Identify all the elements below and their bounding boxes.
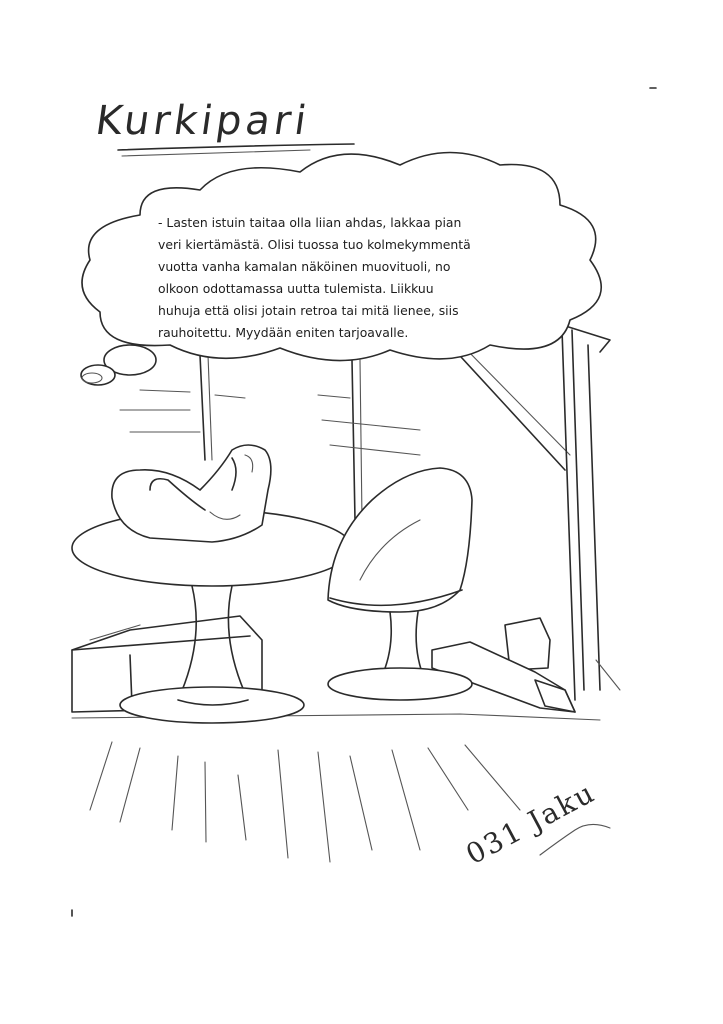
bubble-line: rauhoitettu. Myydään eniten tarjoavalle.: [158, 325, 409, 340]
bubble-line: - Lasten istuin taitaa olla liian ahdas, lakkaa pian: [158, 215, 462, 230]
title-underline: [118, 144, 354, 150]
bubble-line: huhuja että olisi jotain retroa tai mitä lienee, siis: [158, 303, 459, 318]
floor-lines: [90, 742, 520, 862]
title-underline-2: [122, 150, 310, 156]
comic-title: Kurkipari: [92, 98, 314, 144]
bubble-line: vuotta vanha kamalan näköinen muovituoli, no: [158, 259, 451, 274]
child-seat: [112, 445, 271, 542]
artist-signature: 031 Jaku: [460, 775, 601, 871]
bubble-line: veri kiertämästä. Olisi tuossa tuo kolmekymmentä: [158, 237, 471, 252]
floor-boxes-right: [432, 618, 575, 712]
bubble-line: olkoon odottamassa uutta tulemista. Liikkuu: [158, 281, 434, 296]
speech-bubble-text: [158, 212, 498, 344]
